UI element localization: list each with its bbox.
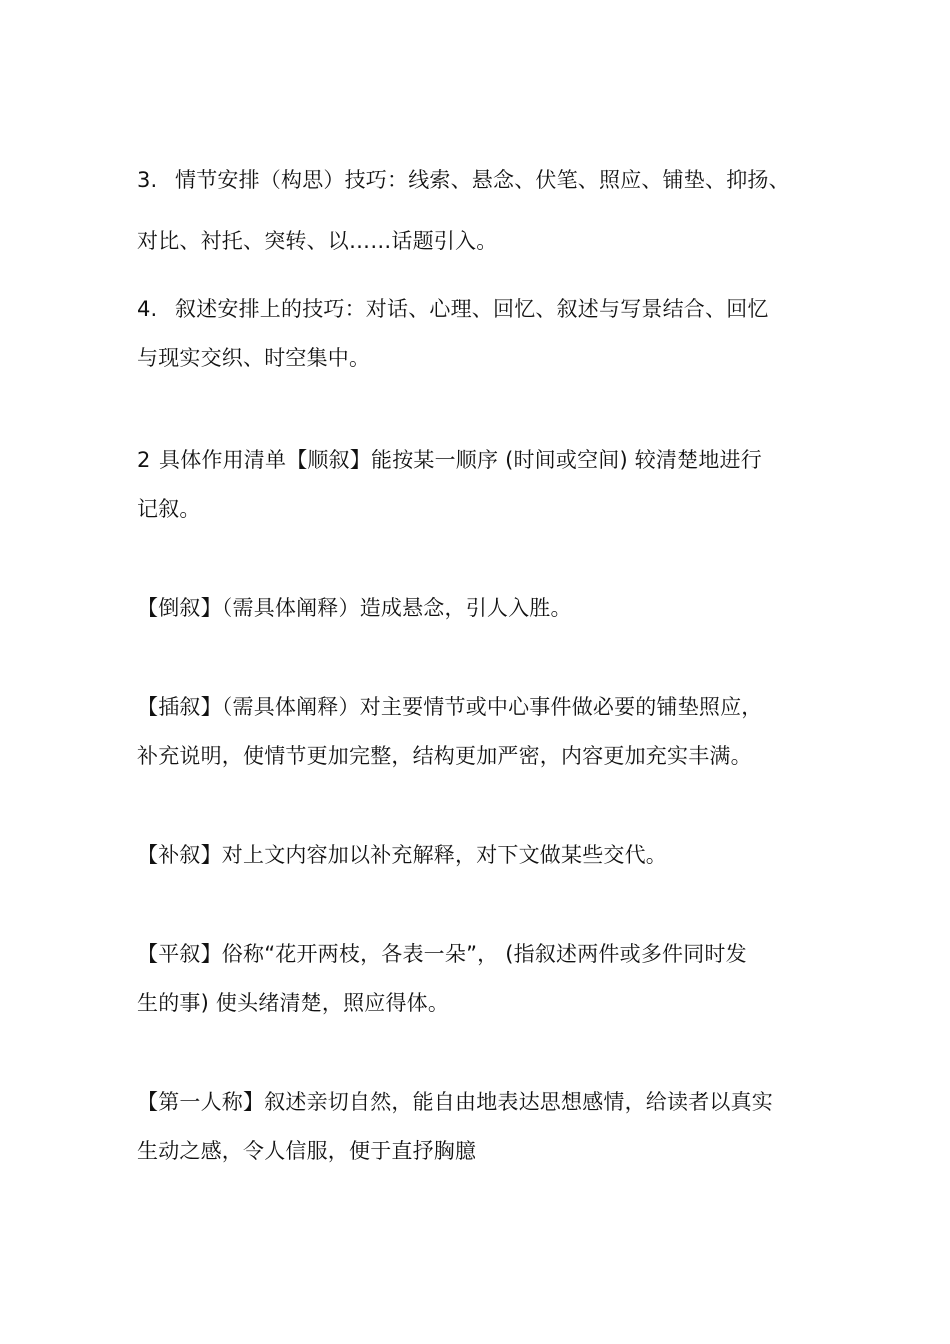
paragraph-line: 生动之感，令人信服，便于直抒胸臆 — [137, 1139, 477, 1163]
paragraph-line — [137, 436, 817, 485]
paragraph-text: 具体作用清单【顺叙】能按某一顺序 (时间或空间) 较清楚地进行 — [159, 448, 762, 472]
list-number: 3. — [137, 168, 158, 192]
paragraph-text: 情节安排（构思）技巧：线索、悬念、伏笔、照应、铺垫、抑扬、 — [175, 168, 790, 192]
paragraph-line: 对比、衬托、突转、以……话题引入。 — [137, 229, 498, 253]
paragraph-line: 与现实交织、时空集中。 — [137, 346, 371, 370]
paragraph-text: 叙述安排上的技巧：对话、心理、回忆、叙述与写景结合、回忆 — [175, 297, 769, 321]
paragraph-line: 生的事) 使头绪清楚，照应得体。 — [137, 991, 450, 1015]
paragraph-first-person — [137, 1078, 817, 1176]
list-number: 2 — [137, 448, 151, 472]
paragraph-line: 【平叙】俗称“花开两枝，各表一朵”， (指叙述两件或多件同时发 — [137, 942, 747, 966]
paragraph-parallel — [137, 930, 817, 1028]
paragraph-line: 【倒叙】（需具体阐释）造成悬念，引人入胜。 — [137, 596, 572, 620]
paragraph-line — [137, 285, 817, 334]
paragraph-flashback — [137, 584, 817, 633]
paragraph-plot-techniques — [137, 156, 817, 266]
paragraph-chronological — [137, 436, 817, 534]
paragraph-line: 补充说明，使情节更加完整，结构更加严密，内容更加充实丰满。 — [137, 744, 752, 768]
paragraph-line: 【补叙】对上文内容加以补充解释，对下文做某些交代。 — [137, 843, 667, 867]
paragraph-line: 【插叙】（需具体阐释）对主要情节或中心事件做必要的铺垫照应， — [137, 695, 763, 719]
list-number: 4. — [137, 297, 158, 321]
paragraph-narration-techniques — [137, 285, 817, 383]
paragraph-line: 【第一人称】叙述亲切自然，能自由地表达思想感情，给读者以真实 — [137, 1090, 773, 1114]
paragraph-interpolation — [137, 683, 817, 781]
paragraph-supplementary — [137, 831, 817, 880]
paragraph-line — [137, 156, 817, 205]
paragraph-line: 记叙。 — [137, 497, 201, 521]
